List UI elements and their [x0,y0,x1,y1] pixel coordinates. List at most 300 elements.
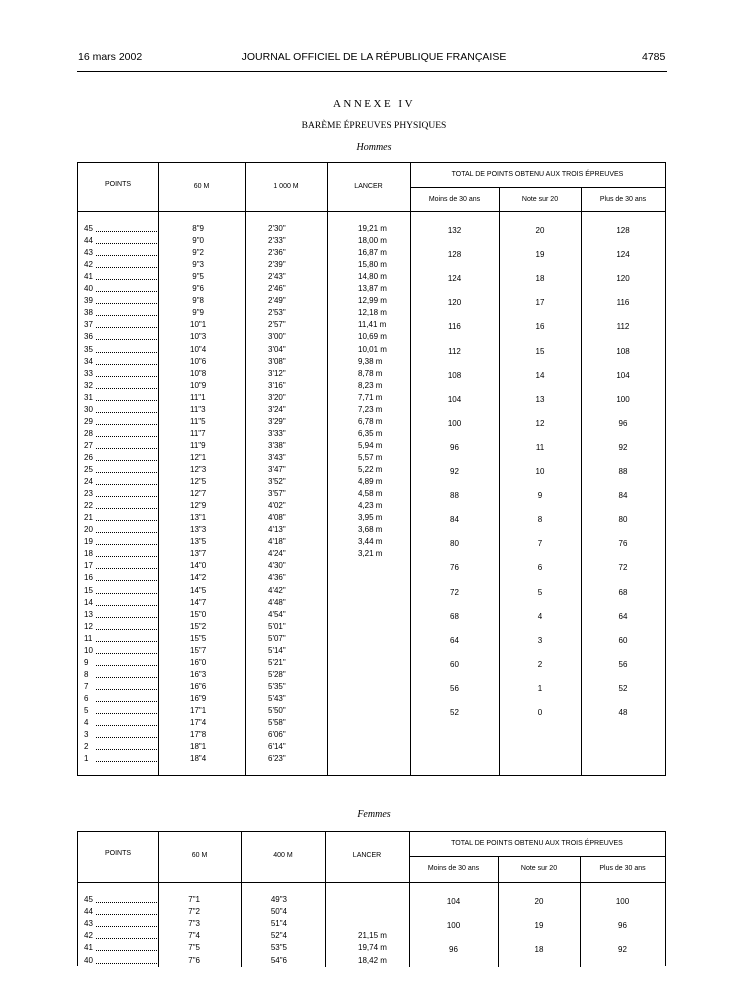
60m-value: 14"5 [190,585,207,595]
totals-row [78,321,665,333]
1000m-value: 3'38" [268,440,286,450]
60m-value: 11"1 [190,392,206,402]
total-moins30: 68 [450,611,459,621]
60m-value: 12"7 [190,489,207,499]
table-hommes [77,162,666,776]
points-value: 2 [84,742,89,752]
total-moins30: 64 [450,635,459,645]
header-60m: 60 M [191,852,208,859]
1000m-value: 4'02" [268,501,286,511]
1000m-value: 2'53" [268,308,286,318]
1000m-value: 3'04" [268,344,286,354]
lancer-value: 4,58 m [358,489,383,499]
total-note20: 16 [535,322,545,332]
60m-value: 9"0 [192,236,204,246]
totals-row [78,611,665,623]
60m-value: 15"5 [190,633,207,643]
total-plus30: 64 [618,611,628,621]
lancer-value: 3,44 m [358,537,383,547]
total-moins30: 80 [450,539,459,549]
lancer-value: 7,23 m [358,404,383,414]
1000m-value: 4'48" [268,597,286,607]
header-moins30: Moins de 30 ans [428,196,481,203]
dot-leader [96,741,157,750]
annexe-title: ANNEXE IV [332,98,416,110]
total-note20: 8 [537,515,543,525]
lancer-value: 16,87 m [358,248,387,258]
1000m-value: 5'43" [268,693,286,703]
points-value: 45 [84,224,93,233]
total-plus30: 96 [618,418,628,428]
header-points: POINTS [104,850,132,857]
lancer-value: 19,74 m [358,943,387,953]
total-note20: 2 [537,659,543,669]
total-note20: 7 [537,539,543,549]
total-moins30: 88 [450,491,459,501]
points-value: 30 [84,404,93,414]
total-moins30: 132 [447,226,462,235]
totals-row [78,587,665,599]
total-moins30: 96 [449,945,458,955]
points-value: 11 [84,633,93,643]
60m-value: 16"3 [190,669,207,679]
points-value: 34 [84,356,93,366]
points-value: 36 [84,332,93,342]
total-note20: 5 [537,587,543,597]
total-note20: 6 [537,563,543,573]
1000m-value: 4'24" [268,549,286,559]
60m-value: 13"5 [190,537,207,547]
60m-value: 10"1 [190,320,207,330]
1000m-value: 2'30" [268,224,286,233]
total-moins30: 92 [450,467,459,476]
60m-value: 18"1 [190,742,207,752]
table-row [78,729,665,741]
header-400m: 400 M [273,852,293,859]
60m-value: 15"7 [190,645,207,655]
60m-value: 13"7 [190,549,207,559]
total-note20: 9 [537,491,543,501]
points-value: 37 [84,320,93,330]
total-plus30: 60 [618,635,628,645]
total-moins30: 60 [450,659,459,669]
total-note20: 15 [535,346,545,356]
points-value: 41 [84,272,93,282]
60m-value: 17"8 [190,730,207,740]
lancer-value: 9,38 m [358,356,383,366]
total-note20: 19 [534,921,544,931]
points-value: 3 [84,730,89,740]
points-value: 7 [84,681,89,691]
lancer-value: 4,23 m [358,501,383,511]
lancer-value: 14,80 m [358,272,387,282]
totals-row [78,346,665,358]
1000m-value: 3'43" [268,452,286,462]
total-plus30: 112 [616,322,630,332]
total-moins30: 104 [446,897,461,906]
points-value: 24 [84,477,93,487]
1000m-value: 2'36" [268,248,286,258]
totals-row [78,514,665,526]
points-value: 17 [84,561,93,571]
1000m-value: 6'14" [268,742,286,752]
60m-value: 9"3 [192,260,204,270]
totals-row [78,418,665,430]
lancer-value: 12,99 m [358,296,387,306]
points-value: 28 [84,428,93,438]
lancer-value: 3,21 m [358,549,383,559]
points-value: 9 [84,657,89,667]
lancer-value: 6,35 m [358,428,383,438]
lancer-value: 15,80 m [358,260,387,270]
60m-value: 17"1 [190,706,207,715]
lancer-value: 13,87 m [358,284,387,294]
points-value: 19 [84,537,93,547]
header-lancer: LANCER [354,183,383,190]
60m-value: 15"2 [190,621,207,631]
total-moins30: 116 [448,322,461,332]
1000m-value: 3'00" [268,332,286,342]
section-title-femmes: Femmes [357,809,391,820]
totals-row [78,538,665,550]
points-value: 42 [84,931,93,941]
row-divider [409,856,665,857]
header-60m: 60 M [193,183,210,190]
1000m-value: 5'28" [268,669,286,679]
1000m-value: 5'01" [268,621,286,631]
totals-row [78,249,665,261]
60m-value: 12"5 [190,477,207,487]
1000m-value: 3'08" [268,356,286,366]
1000m-value: 5'50" [268,706,286,715]
total-moins30: 56 [450,683,459,693]
total-moins30: 120 [447,298,462,308]
lancer-value: 6,78 m [358,416,383,426]
lancer-value: 3,95 m [358,513,383,523]
points-value: 26 [84,452,93,462]
lancer-value: 7,71 m [358,392,383,402]
totals-row [78,920,665,932]
60m-value: 18"4 [190,754,207,764]
60m-value: 16"6 [190,681,207,691]
header-date: 16 mars 2002 [78,51,143,63]
60m-value: 14"7 [190,597,207,607]
400m-value: 50"4 [270,907,287,917]
total-plus30: 72 [618,563,628,573]
1000m-value: 2'33" [268,236,286,246]
60m-value: 7"6 [188,955,200,965]
60m-value: 16"0 [190,657,207,667]
total-note20: 1 [537,683,543,693]
header-plus30: Plus de 30 ans [599,865,646,872]
total-note20: 11 [535,442,545,452]
60m-value: 11"9 [190,440,206,450]
60m-value: 15"0 [190,609,207,619]
total-note20: 14 [535,370,545,380]
dot-leader [96,729,157,738]
row-divider [410,187,665,188]
60m-value: 17"4 [190,718,207,728]
total-plus30: 80 [618,515,628,525]
total-note20: 13 [535,394,545,404]
60m-value: 14"2 [190,573,207,583]
total-moins30: 76 [450,563,459,573]
journal-title: JOURNAL OFFICIEL DE LA RÉPUBLIQUE FRANÇAISE [241,51,507,63]
total-note20: 17 [535,298,545,308]
60m-value: 9"6 [192,284,204,294]
points-value: 1 [84,754,89,764]
header-1000m: 1 000 M [273,183,299,190]
totals-row [78,707,665,719]
points-value: 43 [84,919,93,929]
total-plus30: 104 [616,370,630,380]
lancer-value: 8,23 m [358,380,383,390]
points-value: 23 [84,489,93,499]
total-plus30: 128 [616,226,630,235]
1000m-value: 4'08" [268,513,286,523]
total-moins30: 96 [450,442,459,452]
total-moins30: 128 [447,250,462,260]
1000m-value: 5'58" [268,718,286,728]
1000m-value: 3'24" [268,404,286,414]
table-femmes [77,831,666,966]
points-value: 45 [84,895,93,904]
1000m-value: 5'21" [268,657,286,667]
lancer-value: 21,15 m [358,931,387,941]
total-moins30: 72 [450,587,459,597]
total-plus30: 52 [618,683,628,693]
totals-row [78,562,665,574]
total-note20: 20 [534,897,544,906]
lancer-value: 5,94 m [358,440,383,450]
points-cell [84,729,157,741]
1000m-value: 4'13" [268,525,286,535]
60m-value: 10"4 [190,344,207,354]
60m-value: 12"1 [190,452,207,462]
totals-row [78,466,665,478]
points-value: 12 [84,621,93,631]
total-moins30: 52 [450,708,459,717]
lancer-value: 18,00 m [358,236,387,246]
header-total: TOTAL DE POINTS OBTENU AUX TROIS ÉPREUVES [451,171,624,178]
points-value: 21 [84,513,93,523]
60m-value: 10"6 [190,356,207,366]
lancer-value: 5,22 m [358,465,383,474]
header-note20: Note sur 20 [521,196,559,203]
total-moins30: 84 [450,515,459,525]
points-value: 42 [84,260,93,270]
points-value: 29 [84,416,93,426]
400m-value: 49"3 [270,895,287,904]
60m-value: 12"9 [190,501,207,511]
60m-value: 11"3 [190,404,206,414]
60m-value: 9"5 [192,272,204,282]
header-lancer: LANCER [352,852,382,859]
table-row [78,753,665,765]
total-moins30: 104 [447,394,462,404]
1000m-value: 2'43" [268,272,286,282]
400m-value: 51"4 [270,919,287,929]
total-note20: 4 [537,611,543,621]
total-plus30: 100 [616,394,630,404]
lancer-value: 18,42 m [358,955,387,965]
header-total: TOTAL DE POINTS OBTENU AUX TROIS ÉPREUVES [451,840,623,847]
1000m-value: 2'39" [268,260,286,270]
60m-value: 9"9 [192,308,204,318]
lancer-value: 8,78 m [358,368,383,378]
totals-row [78,659,665,671]
1000m-value: 5'07" [268,633,286,643]
total-plus30: 100 [615,897,630,906]
1000m-value: 4'30" [268,561,286,571]
lancer-value: 4,89 m [358,477,383,487]
total-plus30: 124 [616,250,630,260]
total-plus30: 92 [618,945,627,955]
total-note20: 18 [535,274,545,284]
points-value: 18 [84,549,93,559]
total-note20: 12 [535,418,545,428]
60m-value: 9"8 [192,296,204,306]
points-value: 14 [84,597,93,607]
points-cell [84,753,157,765]
total-plus30: 76 [618,539,628,549]
points-value: 27 [84,440,93,450]
total-plus30: 88 [618,467,628,476]
points-value: 44 [84,907,93,917]
points-value: 16 [84,573,93,583]
1000m-value: 4'36" [268,573,286,583]
dot-leader [96,753,157,762]
points-value: 32 [84,380,93,390]
1000m-value: 2'49" [268,296,286,306]
points-value: 10 [84,645,93,655]
1000m-value: 6'23" [268,754,286,764]
points-value: 40 [84,955,93,965]
1000m-value: 3'47" [268,465,286,474]
points-value: 33 [84,368,93,378]
1000m-value: 5'14" [268,645,286,655]
1000m-value: 6'06" [268,730,286,740]
total-plus30: 116 [616,298,630,308]
lancer-value: 12,18 m [358,308,387,318]
header-moins30: Moins de 30 ans [427,865,480,872]
header-plus30: Plus de 30 ans [599,196,647,203]
1000m-value: 3'33" [268,428,286,438]
1000m-value: 4'54" [268,609,286,619]
total-moins30: 100 [447,418,462,428]
60m-value: 11"7 [190,428,206,438]
60m-value: 7"1 [188,895,200,904]
points-value: 44 [84,236,93,246]
60m-value: 14"0 [190,561,207,571]
points-value: 5 [84,706,89,715]
total-moins30: 112 [448,346,461,356]
total-plus30: 108 [616,346,630,356]
400m-value: 52"4 [270,931,287,941]
1000m-value: 2'46" [268,284,286,294]
total-moins30: 124 [447,274,462,284]
lancer-value: 10,01 m [358,344,387,354]
points-value: 22 [84,501,93,511]
lancer-value: 10,69 m [358,332,387,342]
points-value: 13 [84,609,93,619]
bareme-title: BARÈME ÉPREUVES PHYSIQUES [301,121,447,131]
60m-value: 9"2 [192,248,204,258]
totals-row [78,683,665,695]
total-plus30: 56 [618,659,628,669]
total-note20: 18 [534,945,544,955]
1000m-value: 4'42" [268,585,286,595]
total-moins30: 108 [447,370,462,380]
points-value: 41 [84,943,93,953]
totals-row [78,635,665,647]
page-number: 4785 [642,51,666,63]
totals-row [78,370,665,382]
header-divider [78,211,665,212]
points-value: 4 [84,718,89,728]
total-note20: 3 [537,635,543,645]
total-plus30: 120 [616,274,630,284]
points-value: 39 [84,296,93,306]
1000m-value: 3'29" [268,416,286,426]
header-note20: Note sur 20 [520,865,558,872]
total-plus30: 92 [618,442,628,452]
total-note20: 19 [535,250,545,260]
total-note20: 0 [537,708,543,717]
header-points: POINTS [104,181,132,188]
totals-row [78,442,665,454]
1000m-value: 3'16" [268,380,286,390]
totals-row [78,896,665,908]
60m-value: 10"8 [190,368,207,378]
60m-value: 7"2 [188,907,200,917]
points-value: 20 [84,525,93,535]
points-value: 31 [84,392,93,402]
60m-value: 13"1 [190,513,207,523]
points-value: 40 [84,284,93,294]
total-moins30: 100 [446,921,461,931]
header-divider [78,882,665,883]
totals-row [78,297,665,309]
60m-value: 8"9 [192,224,204,233]
totals-row [78,394,665,406]
60m-value: 11"5 [190,416,206,426]
total-note20: 10 [535,467,545,476]
1000m-value: 3'12" [268,368,286,378]
points-value: 38 [84,308,93,318]
1000m-value: 3'20" [268,392,286,402]
points-value: 6 [84,693,89,703]
lancer-value: 19,21 m [358,224,387,233]
total-plus30: 68 [618,587,628,597]
totals-row [78,944,665,956]
60m-value: 10"9 [190,380,207,390]
60m-value: 7"5 [188,943,200,953]
section-title-hommes: Hommes [356,142,392,153]
lancer-value: 11,41 m [358,320,387,330]
60m-value: 16"9 [190,693,207,703]
total-plus30: 48 [618,708,628,717]
60m-value: 10"3 [190,332,207,342]
1000m-value: 2'57" [268,320,286,330]
totals-row [78,225,665,237]
totals-row [78,490,665,502]
points-value: 8 [84,669,89,679]
400m-value: 54"6 [270,955,287,965]
1000m-value: 4'18" [268,537,286,547]
points-value: 15 [84,585,93,595]
points-value: 43 [84,248,93,258]
